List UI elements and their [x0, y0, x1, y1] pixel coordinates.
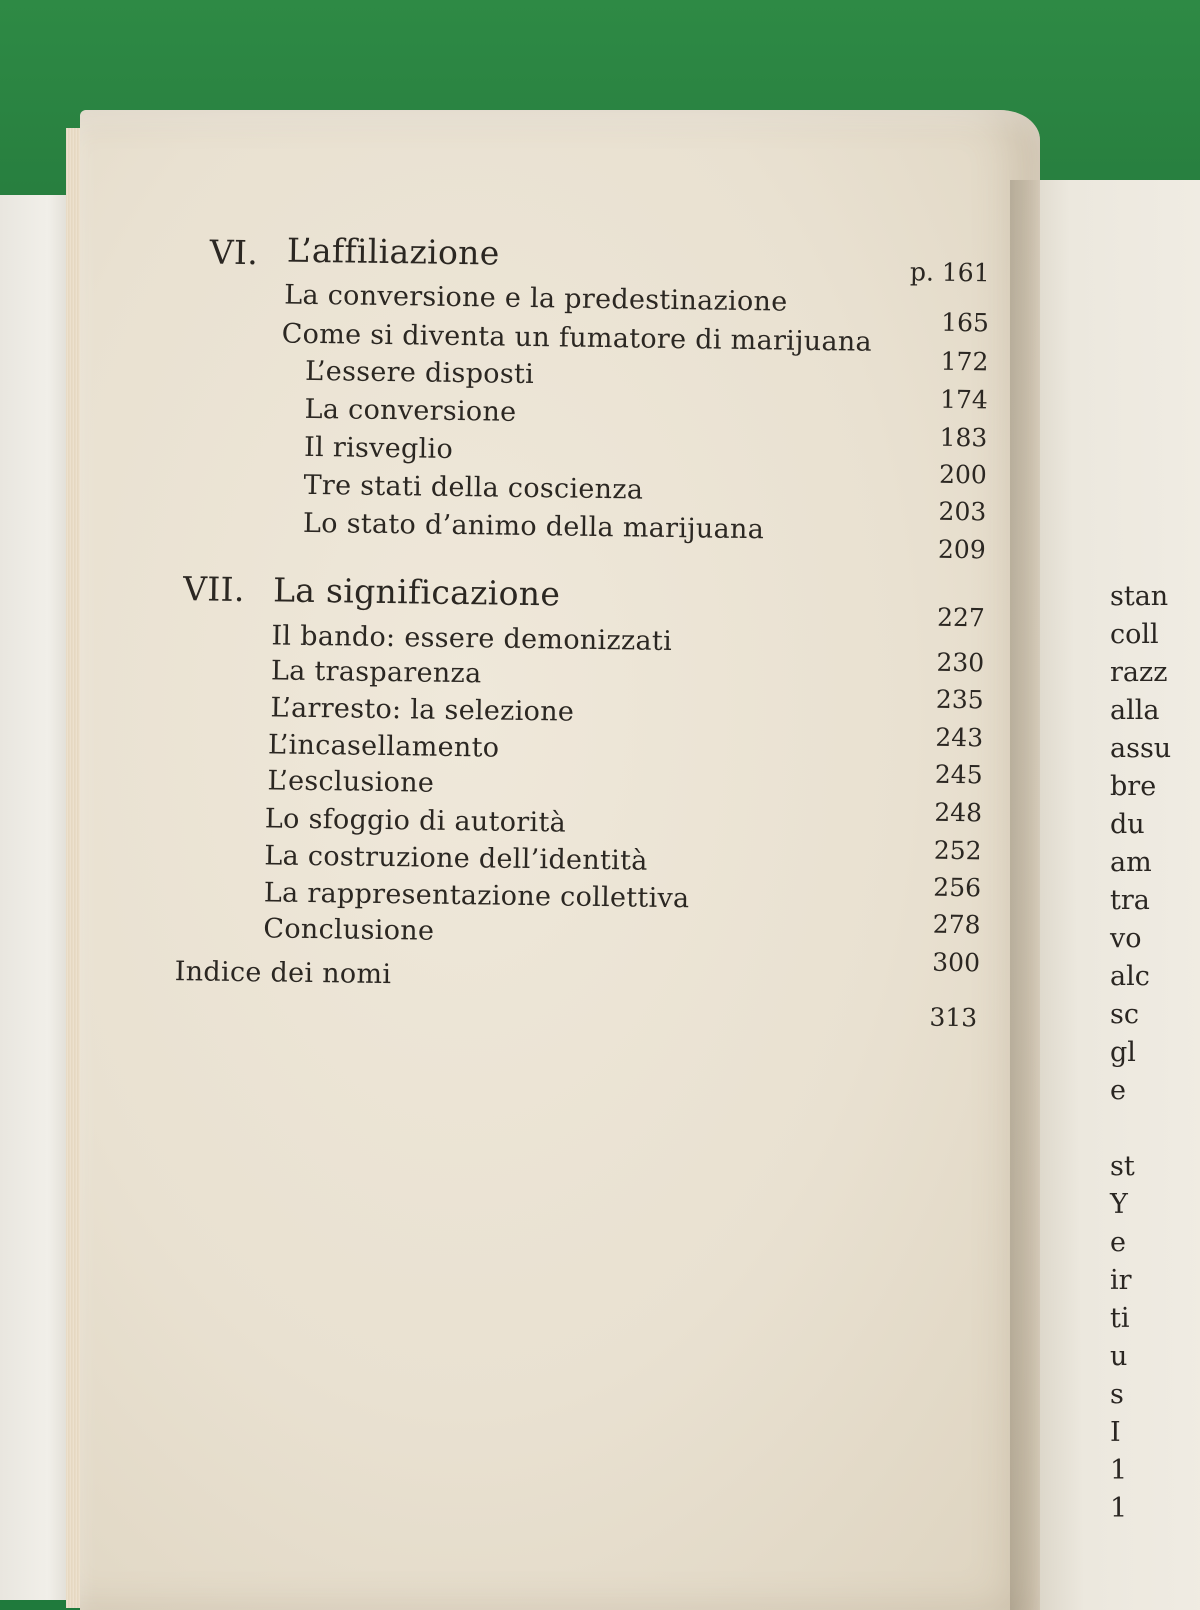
toc-entry: La trasparenza [270, 655, 482, 690]
facing-line: alla [1110, 695, 1160, 726]
facing-line: st [1110, 1151, 1135, 1182]
facing-page-text [1110, 578, 1200, 1528]
facing-line: stan [1110, 581, 1169, 612]
toc-page: 256 [933, 872, 982, 903]
facing-line: sc [1110, 999, 1139, 1030]
chapter-numeral: VI. [209, 232, 259, 273]
toc-page: 165 [940, 307, 990, 338]
chapter-page: 227 [936, 602, 985, 633]
facing-line: bre [1110, 771, 1157, 802]
facing-line: razz [1110, 657, 1168, 688]
facing-line [1110, 1110, 1200, 1148]
toc-entry: L’esclusione [267, 765, 435, 799]
facing-line: coll [1110, 619, 1159, 650]
toc-entry: L’incasellamento [267, 729, 500, 764]
toc-entry: Come si diventa un fumatore di marijuana [281, 318, 873, 358]
facing-line: vo [1110, 923, 1142, 954]
toc-page: 203 [938, 496, 987, 527]
toc-page: 245 [934, 759, 983, 790]
toc-page: 278 [932, 909, 981, 940]
toc-entry: Conclusione [263, 913, 435, 947]
facing-line: 1 [1110, 1455, 1128, 1486]
toc-page: 209 [937, 534, 986, 565]
toc-page: 183 [939, 422, 988, 453]
toc-entry: Lo sfoggio di autorità [264, 803, 567, 839]
toc-entry: La conversione e la predestinazione [284, 279, 788, 318]
facing-line: tra [1110, 885, 1150, 916]
chapter-numeral: VII. [182, 569, 245, 610]
chapter-page: p. 161 [909, 257, 990, 288]
facing-line: 1 [1110, 1493, 1128, 1524]
toc-entry: Tre stati della coscienza [303, 469, 644, 506]
facing-line: e [1110, 1075, 1126, 1106]
toc-page: 172 [940, 346, 989, 377]
facing-line: ti [1110, 1303, 1130, 1334]
toc-entry: L’arresto: la selezione [270, 692, 575, 728]
toc-page: 235 [935, 684, 984, 715]
facing-line: gl [1110, 1037, 1136, 1068]
toc-entry: L’essere disposti [304, 355, 535, 391]
facing-line: assu [1110, 733, 1172, 764]
index-page: 313 [929, 1002, 978, 1033]
toc-entry: Il risveglio [303, 431, 454, 465]
toc-page: 252 [933, 835, 982, 866]
toc-page: 174 [939, 384, 989, 415]
index-entry: Indice dei nomi [174, 956, 392, 991]
facing-line: alc [1110, 961, 1150, 992]
chapter-title: L’affiliazione [286, 230, 500, 273]
toc-page: 230 [936, 647, 985, 678]
facing-line: ir [1110, 1265, 1132, 1296]
toc-page: 200 [938, 459, 987, 490]
toc-page: 300 [932, 947, 981, 978]
toc-entry: La rappresentazione collettiva [263, 877, 690, 915]
toc-entry: Lo stato d’animo della marijuana [302, 507, 765, 546]
facing-line: am [1110, 847, 1152, 878]
facing-line: u [1110, 1341, 1128, 1372]
toc-entry: La conversione [304, 393, 517, 428]
facing-line: Y [1110, 1189, 1128, 1220]
toc-page: 248 [934, 797, 983, 828]
facing-line: du [1110, 809, 1145, 840]
toc-entry: La costruzione dell’identità [264, 840, 648, 877]
toc-entry: Il bando: essere demonizzati [271, 620, 673, 658]
toc-page: 243 [935, 722, 984, 753]
chapter-title: La significazione [272, 570, 561, 614]
facing-line: s [1110, 1379, 1124, 1410]
facing-line: I [1110, 1417, 1121, 1448]
facing-line: e [1110, 1227, 1126, 1258]
